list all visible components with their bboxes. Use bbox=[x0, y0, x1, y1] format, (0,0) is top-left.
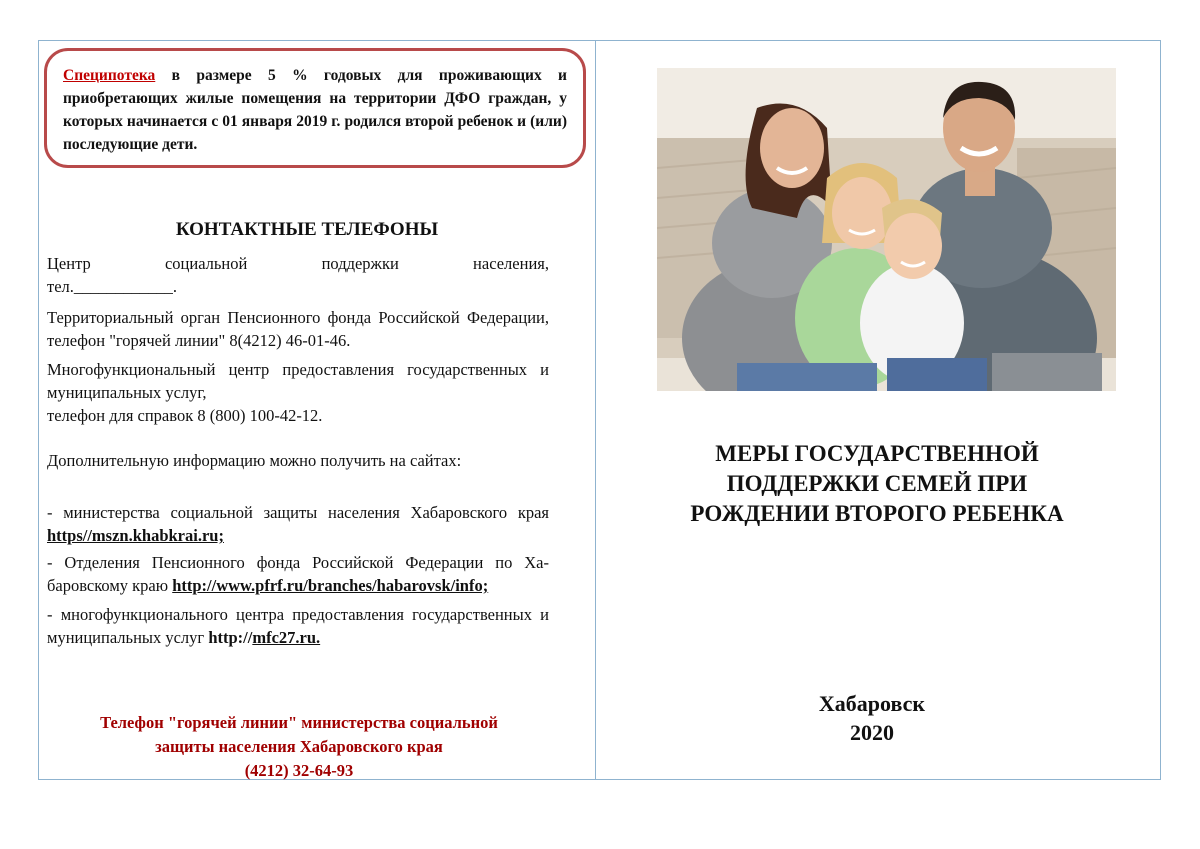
special-mortgage-callout bbox=[44, 48, 586, 168]
site-pension-fund-text: - Отделения Пенсионного фонда Российской Федерации по Хабаровскому краю bbox=[47, 553, 549, 595]
site-mfc-link[interactable]: mfc27.ru. bbox=[252, 628, 321, 647]
mfc-contact bbox=[47, 358, 549, 427]
hotline-line2: защиты населения Хабаровского края bbox=[155, 737, 443, 756]
hotline-phone: (4212) 32-64-93 bbox=[244, 761, 354, 780]
cover-title-line3: РОЖДЕНИИ ВТОРОГО РЕБЕНКА bbox=[690, 501, 1064, 526]
social-center-line1: Центр социальной поддержки населения, bbox=[47, 254, 549, 273]
site-ministry-text: - министерства социальной защиты населения Хабаровского края bbox=[47, 503, 549, 522]
mfc-line1: Многофункциональный центр предоставления государственных и муниципальных услуг, bbox=[47, 360, 549, 402]
mfc-line2: телефон для справок 8 (800) 100-42-12. bbox=[47, 406, 323, 425]
site-mfc-text: - многофункционального центра предоставления государственных и муниципальных услуг bbox=[47, 605, 549, 647]
year: 2020 bbox=[850, 720, 894, 745]
fold-divider bbox=[595, 41, 596, 779]
cover-title-line1: МЕРЫ ГОСУДАРСТВЕННОЙ bbox=[715, 441, 1039, 466]
brochure-sheet bbox=[38, 40, 1161, 780]
cover-title bbox=[639, 439, 1115, 529]
city-name: Хабаровск bbox=[818, 691, 926, 716]
hotline-line1: Телефон "горячей линии" министерства социальной bbox=[100, 713, 498, 732]
cover-title-line2: ПОДДЕРЖКИ СЕМЕЙ ПРИ bbox=[726, 471, 1028, 496]
site-mfc-prefix: http:// bbox=[208, 628, 253, 647]
family-photo-illustration bbox=[657, 68, 1116, 391]
pension-fund-contact: Территориальный орган Пенсионного фонда Российской Федерации, телефон "горячей линии" 8(4212) 46-01-46. bbox=[47, 308, 549, 350]
site-ministry-link[interactable]: https//mszn.khabkrai.ru; bbox=[47, 526, 224, 545]
family-photo bbox=[657, 68, 1116, 391]
site-pension-fund bbox=[47, 551, 549, 597]
contacts-title: КОНТАКТНЫЕ ТЕЛЕФОНЫ bbox=[175, 219, 439, 240]
social-center-contact bbox=[47, 252, 549, 298]
site-mfc bbox=[47, 603, 549, 649]
hotline-block bbox=[39, 711, 559, 783]
site-ministry bbox=[47, 501, 549, 547]
site-pension-fund-link[interactable]: http://www.pfrf.ru/branches/habarovsk/info; bbox=[172, 576, 489, 595]
special-mortgage-text: в размере 5 % годовых для проживающих и приобретающих жилые помещения на территории ДФО граждан, у которых начинается с 01 января 2019 г. родился второй ребенок и (или) последующие дети. bbox=[63, 67, 567, 153]
social-center-line2: тел.____________. bbox=[47, 277, 178, 296]
more-info-text: Дополнительную информацию можно получить на сайтах: bbox=[47, 451, 462, 470]
special-mortgage-lead: Специпотека bbox=[63, 67, 156, 84]
city-year-block bbox=[739, 689, 1005, 747]
